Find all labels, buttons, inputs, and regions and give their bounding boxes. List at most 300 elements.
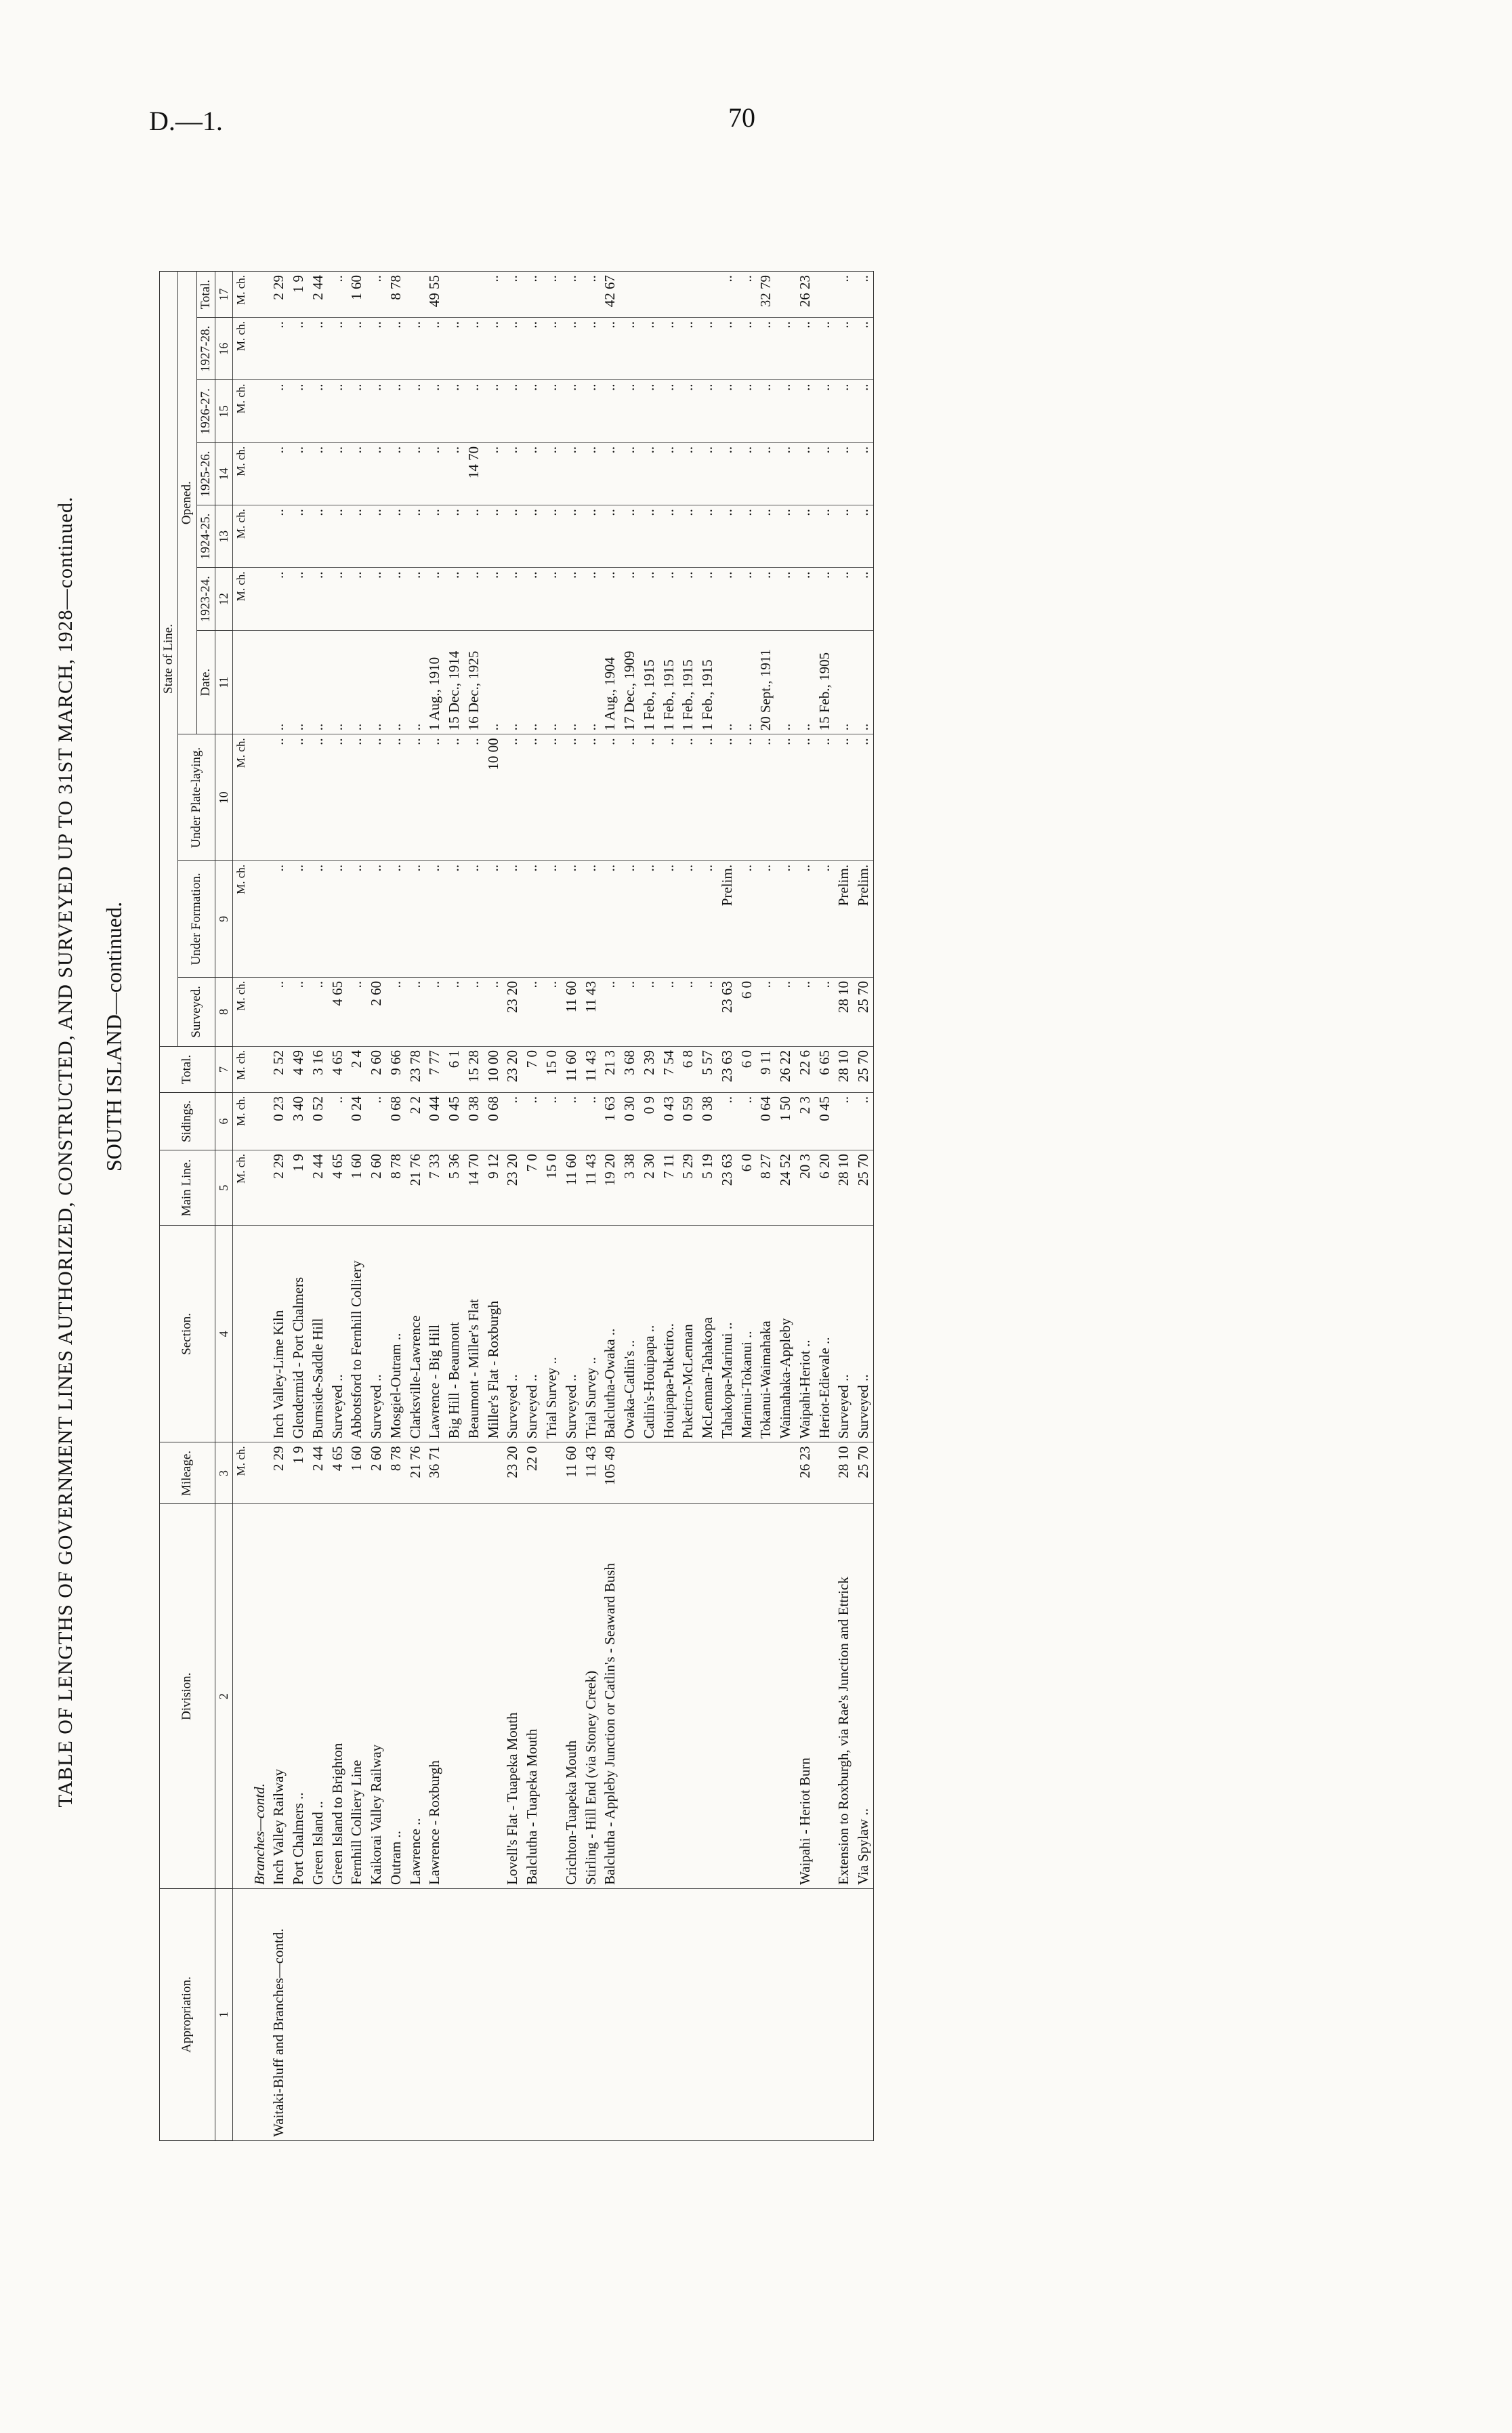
total-cell: 28 10 xyxy=(834,1046,854,1092)
header-under-formation: Under Formation. xyxy=(178,861,215,978)
mileage-cell: 2 29 xyxy=(269,1442,289,1504)
sidings-cell: .. xyxy=(854,1092,873,1150)
y1923-cell: .. xyxy=(503,568,522,630)
sidings-cell: 0 30 xyxy=(620,1092,639,1150)
sidings-cell: 0 52 xyxy=(308,1092,328,1150)
surveyed-cell: .. xyxy=(678,977,698,1046)
mileage-cell: 2 44 xyxy=(308,1442,328,1504)
sidings-cell: .. xyxy=(737,1092,757,1150)
y1927-cell: .. xyxy=(854,318,873,380)
formation-cell: .. xyxy=(756,861,776,978)
date-cell: 1 Feb., 1915 xyxy=(698,630,717,734)
platelaying-cell: .. xyxy=(366,734,386,861)
y1926-cell: .. xyxy=(776,380,795,442)
y1923-cell: .. xyxy=(308,568,328,630)
opened_total-cell xyxy=(444,272,464,318)
y1923-cell: .. xyxy=(737,568,757,630)
surveyed-cell: 23 20 xyxy=(503,977,522,1046)
y1924-cell: .. xyxy=(717,505,737,568)
mileage-cell: 26 23 xyxy=(795,1442,815,1504)
date-cell: 17 Dec., 1909 xyxy=(620,630,639,734)
table-row xyxy=(834,272,854,2141)
opened_total-cell: 1 9 xyxy=(289,272,308,318)
total-cell: 4 65 xyxy=(328,1046,348,1092)
header-1926-27: 1926-27. xyxy=(196,380,215,442)
y1927-cell: .. xyxy=(406,318,425,380)
total-cell: 7 77 xyxy=(425,1046,444,1092)
appropriation-cell xyxy=(386,1889,406,2141)
main-cell: 11 60 xyxy=(562,1150,581,1225)
table-row xyxy=(620,272,639,2141)
col-number: 5 xyxy=(215,1150,233,1225)
sidings-cell: .. xyxy=(328,1092,348,1150)
y1923-cell xyxy=(250,568,270,630)
document-reference: D.—1. xyxy=(149,106,223,136)
platelaying-cell: .. xyxy=(503,734,522,861)
date-cell: .. xyxy=(406,630,425,734)
surveyed-cell: .. xyxy=(776,977,795,1046)
mileage-cell: 8 78 xyxy=(386,1442,406,1504)
y1923-cell: .. xyxy=(484,568,503,630)
mileage-cell xyxy=(717,1442,737,1504)
sidings-cell: .. xyxy=(522,1092,542,1150)
y1923-cell: .. xyxy=(659,568,679,630)
y1925-cell: .. xyxy=(347,442,366,505)
date-cell: 20 Sept., 1911 xyxy=(756,630,776,734)
table-header xyxy=(160,272,233,2141)
division-cell xyxy=(659,1504,679,1889)
division-cell: Extension to Roxburgh, via Rae's Junction and Ettrick xyxy=(834,1504,854,1889)
opened_total-cell: .. xyxy=(366,272,386,318)
section-cell: Marinui-Tokanui .. xyxy=(737,1226,757,1442)
mileage-cell xyxy=(698,1442,717,1504)
main-cell: 1 9 xyxy=(289,1150,308,1225)
unit-cell xyxy=(233,630,250,734)
date-cell xyxy=(250,630,270,734)
opened_total-cell: .. xyxy=(503,272,522,318)
appropriation-cell xyxy=(776,1889,795,2141)
mileage-cell: 2 60 xyxy=(366,1442,386,1504)
y1924-cell: .. xyxy=(756,505,776,568)
y1923-cell: .. xyxy=(717,568,737,630)
col-number: 17 xyxy=(215,272,233,318)
appropriation-cell: Waitaki-Bluff and Branches—contd. xyxy=(269,1889,289,2141)
date-cell: .. xyxy=(795,630,815,734)
main-cell: 21 76 xyxy=(406,1150,425,1225)
division-cell: Port Chalmers .. xyxy=(289,1504,308,1889)
y1926-cell: .. xyxy=(834,380,854,442)
date-cell: .. xyxy=(269,630,289,734)
date-cell: 1 Feb., 1915 xyxy=(678,630,698,734)
y1923-cell: .. xyxy=(269,568,289,630)
unit-cell: M. ch. xyxy=(233,272,250,318)
total-cell: 23 63 xyxy=(717,1046,737,1092)
total-cell: 6 1 xyxy=(444,1046,464,1092)
sidings-cell: 1 63 xyxy=(600,1092,620,1150)
date-cell: .. xyxy=(522,630,542,734)
appropriation-cell xyxy=(795,1889,815,2141)
opened_total-cell: .. xyxy=(737,272,757,318)
y1923-cell: .. xyxy=(815,568,835,630)
col-number: 13 xyxy=(215,505,233,568)
mileage-cell xyxy=(659,1442,679,1504)
date-cell: 16 Dec., 1925 xyxy=(464,630,484,734)
main-cell: 5 19 xyxy=(698,1150,717,1225)
opened_total-cell xyxy=(678,272,698,318)
unit-cell: M. ch. xyxy=(233,1150,250,1225)
header-main-line: Main Line. xyxy=(160,1150,215,1225)
platelaying-cell: .. xyxy=(386,734,406,861)
sidings-cell: 0 38 xyxy=(464,1092,484,1150)
unit-cell xyxy=(233,1889,250,2141)
appropriation-cell xyxy=(854,1889,873,2141)
formation-cell: .. xyxy=(386,861,406,978)
formation-cell: .. xyxy=(776,861,795,978)
surveyed-cell: 11 43 xyxy=(581,977,601,1046)
y1923-cell: .. xyxy=(542,568,562,630)
y1926-cell: .. xyxy=(600,380,620,442)
date-cell: .. xyxy=(737,630,757,734)
surveyed-cell: .. xyxy=(815,977,835,1046)
y1924-cell: .. xyxy=(678,505,698,568)
y1927-cell: .. xyxy=(347,318,366,380)
col-number: 4 xyxy=(215,1226,233,1442)
total-cell: 2 4 xyxy=(347,1046,366,1092)
surveyed-cell: 23 63 xyxy=(717,977,737,1046)
unit-cell: M. ch. xyxy=(233,318,250,380)
formation-cell: .. xyxy=(600,861,620,978)
y1925-cell: .. xyxy=(328,442,348,505)
mileage-cell: 21 76 xyxy=(406,1442,425,1504)
col-number: 8 xyxy=(215,977,233,1046)
surveyed-cell: .. xyxy=(542,977,562,1046)
y1926-cell: .. xyxy=(289,380,308,442)
table-body xyxy=(233,272,874,2141)
date-cell: .. xyxy=(328,630,348,734)
opened_total-cell: .. xyxy=(581,272,601,318)
y1925-cell: .. xyxy=(581,442,601,505)
y1926-cell: .. xyxy=(678,380,698,442)
date-cell: 1 Aug., 1904 xyxy=(600,630,620,734)
y1923-cell: .. xyxy=(347,568,366,630)
total-cell: 9 11 xyxy=(756,1046,776,1092)
surveyed-cell: .. xyxy=(444,977,464,1046)
page-number: 70 xyxy=(728,102,755,133)
platelaying-cell: .. xyxy=(678,734,698,861)
unit-cell: M. ch. xyxy=(233,734,250,861)
appropriation-cell xyxy=(328,1889,348,2141)
date-cell: .. xyxy=(503,630,522,734)
opened_total-cell: .. xyxy=(717,272,737,318)
surveyed-cell: .. xyxy=(425,977,444,1046)
section-cell: Surveyed .. xyxy=(328,1226,348,1442)
appropriation-cell xyxy=(639,1889,659,2141)
y1927-cell: .. xyxy=(737,318,757,380)
formation-cell: .. xyxy=(406,861,425,978)
date-cell: 1 Feb., 1915 xyxy=(639,630,659,734)
unit-cell xyxy=(233,1226,250,1442)
table-row xyxy=(854,272,873,2141)
division-cell xyxy=(444,1504,464,1889)
total-cell: 11 43 xyxy=(581,1046,601,1092)
date-cell: .. xyxy=(484,630,503,734)
main-cell: 4 65 xyxy=(328,1150,348,1225)
y1925-cell: .. xyxy=(776,442,795,505)
surveyed-cell: 2 60 xyxy=(366,977,386,1046)
appropriation-cell xyxy=(581,1889,601,2141)
header-1927-28: 1927-28. xyxy=(196,318,215,380)
division-cell: Outram .. xyxy=(386,1504,406,1889)
table-row xyxy=(795,272,815,2141)
division-cell: Green Island .. xyxy=(308,1504,328,1889)
y1926-cell: .. xyxy=(562,380,581,442)
header-opened: Opened. xyxy=(178,272,196,734)
sidings-cell: 0 64 xyxy=(756,1092,776,1150)
table-row xyxy=(717,272,737,2141)
header-total: Total. xyxy=(160,1046,215,1092)
y1925-cell: .. xyxy=(366,442,386,505)
section-cell: Surveyed .. xyxy=(503,1226,522,1442)
mileage-cell xyxy=(484,1442,503,1504)
platelaying-cell: .. xyxy=(717,734,737,861)
mileage-cell: 11 60 xyxy=(562,1442,581,1504)
formation-cell: .. xyxy=(698,861,717,978)
division-cell xyxy=(542,1504,562,1889)
surveyed-cell: .. xyxy=(639,977,659,1046)
total-cell: 4 49 xyxy=(289,1046,308,1092)
division-cell xyxy=(815,1504,835,1889)
surveyed-cell: .. xyxy=(464,977,484,1046)
col-number: 2 xyxy=(215,1504,233,1889)
y1923-cell: .. xyxy=(386,568,406,630)
mileage-cell: 23 20 xyxy=(503,1442,522,1504)
formation-cell: .. xyxy=(269,861,289,978)
appropriation-cell xyxy=(620,1889,639,2141)
y1923-cell: .. xyxy=(795,568,815,630)
sidings-cell: 1 50 xyxy=(776,1092,795,1150)
table-row xyxy=(600,272,620,2141)
main-cell: 8 27 xyxy=(756,1150,776,1225)
appropriation-cell xyxy=(444,1889,464,2141)
main-cell: 11 43 xyxy=(581,1150,601,1225)
y1923-cell: .. xyxy=(406,568,425,630)
y1923-cell: .. xyxy=(756,568,776,630)
main-cell: 2 29 xyxy=(269,1150,289,1225)
unit-cell: M. ch. xyxy=(233,442,250,505)
y1927-cell: .. xyxy=(620,318,639,380)
platelaying-cell: .. xyxy=(289,734,308,861)
y1924-cell: .. xyxy=(659,505,679,568)
platelaying-cell: .. xyxy=(756,734,776,861)
y1925-cell: .. xyxy=(815,442,835,505)
total-cell: 9 66 xyxy=(386,1046,406,1092)
total-cell: 2 39 xyxy=(639,1046,659,1092)
y1924-cell: .. xyxy=(522,505,542,568)
section-cell: Balclutha-Owaka .. xyxy=(600,1226,620,1442)
mileage-cell xyxy=(464,1442,484,1504)
date-cell: .. xyxy=(347,630,366,734)
table-row xyxy=(562,272,581,2141)
table-row xyxy=(698,272,717,2141)
division-cell xyxy=(717,1504,737,1889)
total-cell: 7 0 xyxy=(522,1046,542,1092)
y1925-cell: .. xyxy=(386,442,406,505)
y1927-cell: .. xyxy=(717,318,737,380)
y1924-cell: .. xyxy=(620,505,639,568)
section-cell: Mosgiel-Outram .. xyxy=(386,1226,406,1442)
surveyed-cell: .. xyxy=(289,977,308,1046)
appropriation-cell xyxy=(737,1889,757,2141)
platelaying-cell: .. xyxy=(444,734,464,861)
formation-cell: .. xyxy=(425,861,444,978)
y1925-cell: .. xyxy=(484,442,503,505)
appropriation-cell xyxy=(484,1889,503,2141)
formation-cell: .. xyxy=(328,861,348,978)
y1924-cell: .. xyxy=(698,505,717,568)
col-number: 7 xyxy=(215,1046,233,1092)
opened_total-cell: .. xyxy=(562,272,581,318)
y1925-cell: .. xyxy=(737,442,757,505)
header-appropriation: Appropriation. xyxy=(160,1889,215,2141)
mileage-cell: 1 9 xyxy=(289,1442,308,1504)
platelaying-cell: .. xyxy=(522,734,542,861)
y1925-cell: .. xyxy=(425,442,444,505)
y1927-cell: .. xyxy=(678,318,698,380)
opened_total-cell: .. xyxy=(542,272,562,318)
y1927-cell: .. xyxy=(834,318,854,380)
y1927-cell: .. xyxy=(756,318,776,380)
y1924-cell: .. xyxy=(406,505,425,568)
y1926-cell: .. xyxy=(620,380,639,442)
main-cell: 25 70 xyxy=(854,1150,873,1225)
platelaying-cell: .. xyxy=(600,734,620,861)
col-number: 3 xyxy=(215,1442,233,1504)
surveyed-cell: .. xyxy=(484,977,503,1046)
table-row xyxy=(581,272,601,2141)
section-cell: Catlin's-Houipapa .. xyxy=(639,1226,659,1442)
sidings-cell: 0 9 xyxy=(639,1092,659,1150)
formation-cell: Prelim. xyxy=(854,861,873,978)
total-cell: 15 0 xyxy=(542,1046,562,1092)
main-cell: 2 44 xyxy=(308,1150,328,1225)
main-cell xyxy=(250,1150,270,1225)
main-cell: 2 30 xyxy=(639,1150,659,1225)
table-row xyxy=(776,272,795,2141)
main-cell: 5 29 xyxy=(678,1150,698,1225)
surveyed-cell: .. xyxy=(347,977,366,1046)
table-row xyxy=(639,272,659,2141)
division-cell: Kaikorai Valley Railway xyxy=(366,1504,386,1889)
division-cell: Waipahi - Heriot Burn xyxy=(795,1504,815,1889)
formation-cell: .. xyxy=(815,861,835,978)
division-cell xyxy=(620,1504,639,1889)
y1926-cell: .. xyxy=(406,380,425,442)
section-cell: Trial Survey .. xyxy=(542,1226,562,1442)
y1924-cell: .. xyxy=(347,505,366,568)
division-cell: Lovell's Flat - Tuapeka Mouth xyxy=(503,1504,522,1889)
sidings-cell: 0 43 xyxy=(659,1092,679,1150)
date-cell: .. xyxy=(562,630,581,734)
section-cell: Big Hill - Beaumont xyxy=(444,1226,464,1442)
platelaying-cell: .. xyxy=(776,734,795,861)
platelaying-cell: .. xyxy=(464,734,484,861)
y1924-cell: .. xyxy=(366,505,386,568)
header-surveyed: Surveyed. xyxy=(178,977,215,1046)
division-cell xyxy=(484,1504,503,1889)
y1927-cell: .. xyxy=(503,318,522,380)
division-cell: Branches—contd. xyxy=(250,1504,270,1889)
y1926-cell: .. xyxy=(269,380,289,442)
y1924-cell: .. xyxy=(562,505,581,568)
opened_total-cell: .. xyxy=(834,272,854,318)
y1926-cell: .. xyxy=(386,380,406,442)
surveyed-cell: .. xyxy=(600,977,620,1046)
total-cell: 10 00 xyxy=(484,1046,503,1092)
y1925-cell: .. xyxy=(562,442,581,505)
total-cell: 3 68 xyxy=(620,1046,639,1092)
section-cell: Inch Valley-Lime Kiln xyxy=(269,1226,289,1442)
appropriation-cell xyxy=(659,1889,679,2141)
y1925-cell: .. xyxy=(756,442,776,505)
section-cell: Clarksville-Lawrence xyxy=(406,1226,425,1442)
y1924-cell: .. xyxy=(308,505,328,568)
division-cell xyxy=(464,1504,484,1889)
date-cell: .. xyxy=(289,630,308,734)
table-row xyxy=(425,272,444,2141)
section-cell: Owaka-Catlin's .. xyxy=(620,1226,639,1442)
y1927-cell: .. xyxy=(444,318,464,380)
section-cell: Tokanui-Waimahaka xyxy=(756,1226,776,1442)
y1923-cell: .. xyxy=(581,568,601,630)
opened_total-cell: 32 79 xyxy=(756,272,776,318)
platelaying-cell: .. xyxy=(854,734,873,861)
y1923-cell: .. xyxy=(444,568,464,630)
lengths-table xyxy=(159,271,874,2141)
section-cell: Glendermid - Port Chalmers xyxy=(289,1226,308,1442)
y1927-cell: .. xyxy=(562,318,581,380)
y1926-cell xyxy=(250,380,270,442)
y1926-cell: .. xyxy=(698,380,717,442)
total-cell: 2 60 xyxy=(366,1046,386,1092)
total-cell: 6 0 xyxy=(737,1046,757,1092)
platelaying-cell: .. xyxy=(347,734,366,861)
y1926-cell: .. xyxy=(484,380,503,442)
y1924-cell: .. xyxy=(503,505,522,568)
unit-cell xyxy=(233,1504,250,1889)
main-cell: 15 0 xyxy=(542,1150,562,1225)
formation-cell: .. xyxy=(620,861,639,978)
y1923-cell: .. xyxy=(776,568,795,630)
platelaying-cell: .. xyxy=(737,734,757,861)
total-cell: 26 22 xyxy=(776,1046,795,1092)
total-cell: 7 54 xyxy=(659,1046,679,1092)
formation-cell: .. xyxy=(522,861,542,978)
unit-cell: M. ch. xyxy=(233,1092,250,1150)
section-cell: Puketiro-McLennan xyxy=(678,1226,698,1442)
division-cell: Lawrence - Roxburgh xyxy=(425,1504,444,1889)
division-cell xyxy=(698,1504,717,1889)
table-row xyxy=(289,272,308,2141)
y1925-cell: .. xyxy=(444,442,464,505)
y1925-cell: .. xyxy=(600,442,620,505)
unit-row xyxy=(233,272,250,2141)
surveyed-cell: 6 0 xyxy=(737,977,757,1046)
y1926-cell: .. xyxy=(464,380,484,442)
opened_total-cell xyxy=(464,272,484,318)
total-cell: 5 57 xyxy=(698,1046,717,1092)
y1924-cell: .. xyxy=(737,505,757,568)
formation-cell: .. xyxy=(464,861,484,978)
